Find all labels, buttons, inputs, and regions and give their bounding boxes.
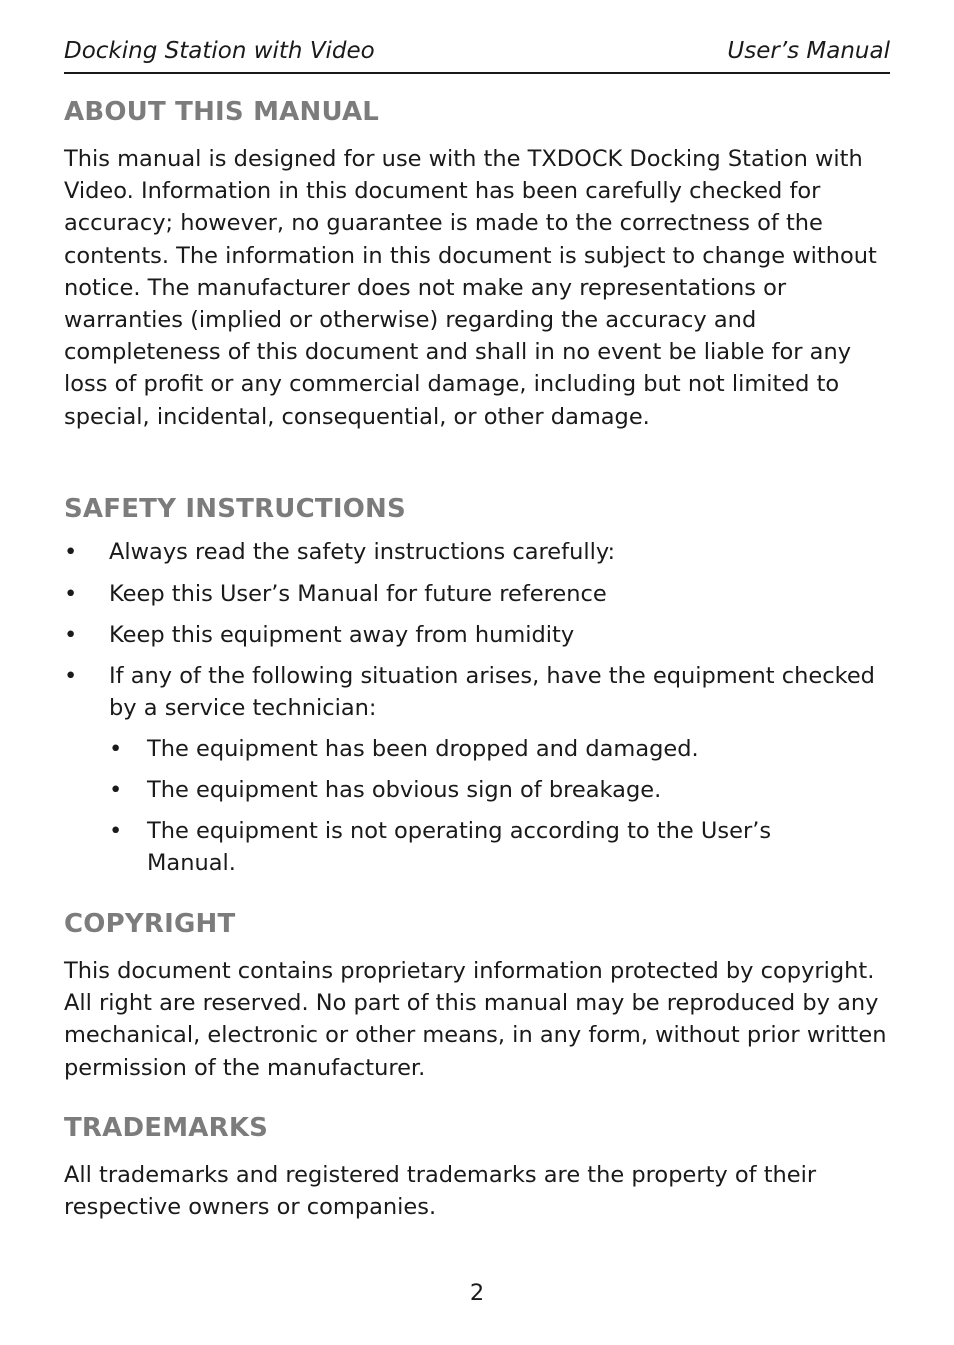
bullet-dot: • [64, 622, 78, 648]
bullet-dot: • [64, 539, 78, 565]
bullet-dot: • [64, 663, 78, 689]
manual-page [64, 0, 890, 1345]
safety-sub-bullet-text: The equipment has been dropped and damaged. [147, 736, 699, 762]
about-heading: ABOUT THIS MANUAL [64, 97, 380, 127]
header-title: Docking Station with Video [64, 38, 375, 64]
running-header [64, 34, 890, 74]
safety-sub-bullet-text: The equipment has obvious sign of breakage. [147, 777, 662, 803]
page-number: 2 [469, 1280, 485, 1306]
header-manual-label: User’s Manual [727, 38, 890, 64]
trademarks-heading: TRADEMARKS [64, 1113, 269, 1143]
copyright-heading: COPYRIGHT [64, 909, 236, 939]
copyright-body: This document contains proprietary information protected by copyright. All right are reserved. No part of this manual may be reproduced by any mechanical, electronic or other means, in any form, without prior written permission of the manufacturer. [64, 958, 887, 1081]
bullet-dot: • [109, 736, 123, 762]
safety-sub-bullet-text: The equipment is not operating according to the User’s Manual. [147, 818, 772, 876]
bullet-dot: • [109, 777, 123, 803]
safety-bullet-text: Keep this User’s Manual for future reference [109, 581, 607, 607]
about-body: This manual is designed for use with the TXDOCK Docking Station with Video. Information in this document has been carefully checked for accuracy; however, no guarantee is made to the correctness of the contents. The information in this document is subject to change without notice. The manufacturer does not make any representations or warranties (implied or otherwise) regarding the accuracy and completeness of this document and shall in no event be liable for any loss of profit or any commercial damage, including but not limited to special, incidental, consequential, or other damage. [64, 146, 877, 430]
bullet-dot: • [109, 818, 123, 844]
safety-bullet-text: Keep this equipment away from humidity [109, 622, 575, 648]
safety-bullet-text: Always read the safety instructions carefully: [109, 539, 616, 565]
safety-heading: SAFETY INSTRUCTIONS [64, 494, 406, 524]
safety-bullet-text: If any of the following situation arises, have the equipment checked by a service technician: [109, 663, 875, 721]
trademarks-body: All trademarks and registered trademarks are the property of their respective owners or companies. [64, 1162, 817, 1221]
bullet-dot: • [64, 581, 78, 607]
